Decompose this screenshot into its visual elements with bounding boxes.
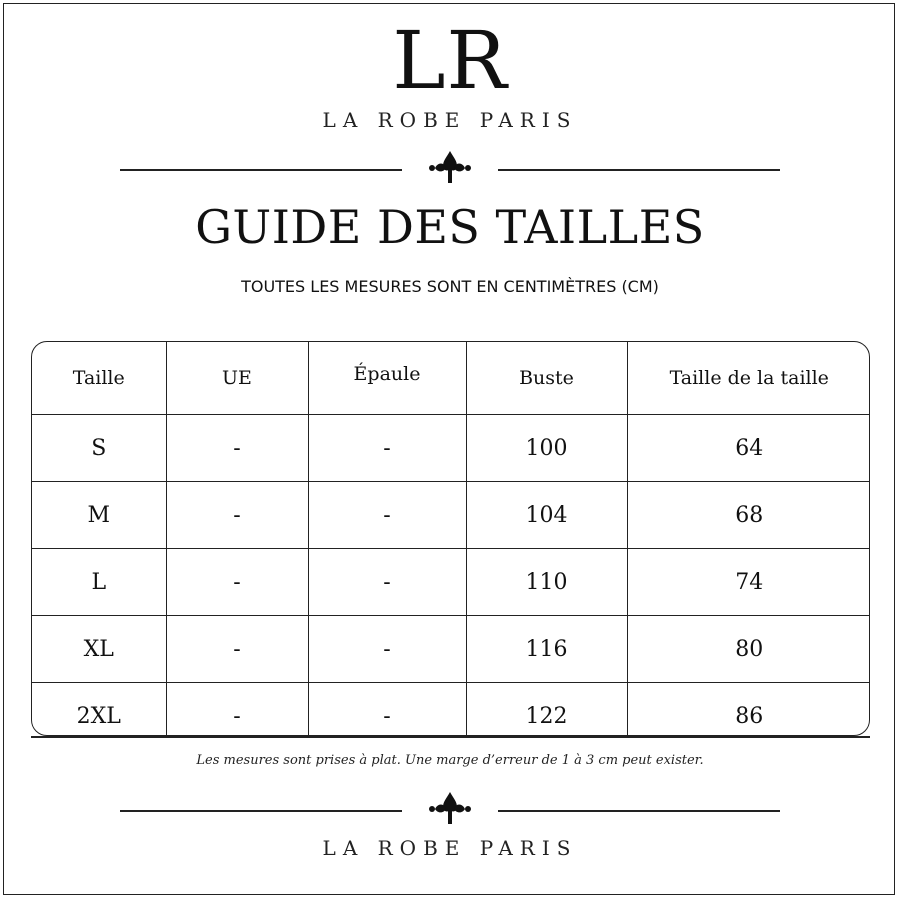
ornament-divider-top: [0, 150, 900, 190]
cell-shoulder: -: [308, 616, 466, 683]
cell-waist: 80: [627, 616, 870, 683]
column-header-size: Taille: [32, 342, 166, 415]
page-title: GUIDE DES TAILLES: [195, 200, 705, 254]
cell-bust: 100: [466, 415, 627, 482]
table-row: [32, 549, 870, 616]
measurement-note: Les mesures sont prises à plat. Une marge d’erreur de 1 à 3 cm peut exister.: [196, 753, 704, 768]
brand-name-top: LA ROBE PARIS: [322, 108, 578, 132]
cell-eu: -: [166, 616, 308, 683]
divider-line-left: [120, 169, 402, 171]
cell-eu: -: [166, 683, 308, 737]
divider-line-left: [120, 810, 402, 812]
cell-size: S: [32, 415, 166, 482]
cell-waist: 64: [627, 415, 870, 482]
cell-bust: 104: [466, 482, 627, 549]
cell-size: 2XL: [32, 683, 166, 737]
page-subtitle: TOUTES LES MESURES SONT EN CENTIMÈTRES (CM): [241, 277, 659, 296]
divider-line-right: [498, 810, 780, 812]
cell-bust: 116: [466, 616, 627, 683]
table-row: [32, 683, 870, 737]
table-row: [32, 616, 870, 683]
table-row: [32, 415, 870, 482]
cell-eu: -: [166, 482, 308, 549]
cell-shoulder: -: [308, 683, 466, 737]
table-header-row: [32, 342, 870, 415]
fleur-de-lis-icon: [426, 791, 474, 825]
brand-monogram: LR: [392, 14, 508, 107]
cell-waist: 74: [627, 549, 870, 616]
table-underline: [31, 736, 870, 738]
cell-eu: -: [166, 549, 308, 616]
cell-shoulder: -: [308, 482, 466, 549]
table-row: [32, 482, 870, 549]
cell-shoulder: -: [308, 549, 466, 616]
cell-waist: 68: [627, 482, 870, 549]
column-header-waist: Taille de la taille: [627, 342, 870, 415]
divider-line-right: [498, 169, 780, 171]
cell-eu: -: [166, 415, 308, 482]
cell-bust: 122: [466, 683, 627, 737]
cell-size: XL: [32, 616, 166, 683]
brand-name-bottom: LA ROBE PARIS: [322, 836, 578, 860]
cell-waist: 86: [627, 683, 870, 737]
cell-shoulder: -: [308, 415, 466, 482]
column-header-shoulder: Épaule: [308, 342, 466, 415]
cell-size: M: [32, 482, 166, 549]
cell-size: L: [32, 549, 166, 616]
size-table: [31, 341, 870, 736]
ornament-divider-bottom: [0, 791, 900, 831]
column-header-eu: UE: [166, 342, 308, 415]
fleur-de-lis-icon: [426, 150, 474, 184]
cell-bust: 110: [466, 549, 627, 616]
column-header-bust: Buste: [466, 342, 627, 415]
